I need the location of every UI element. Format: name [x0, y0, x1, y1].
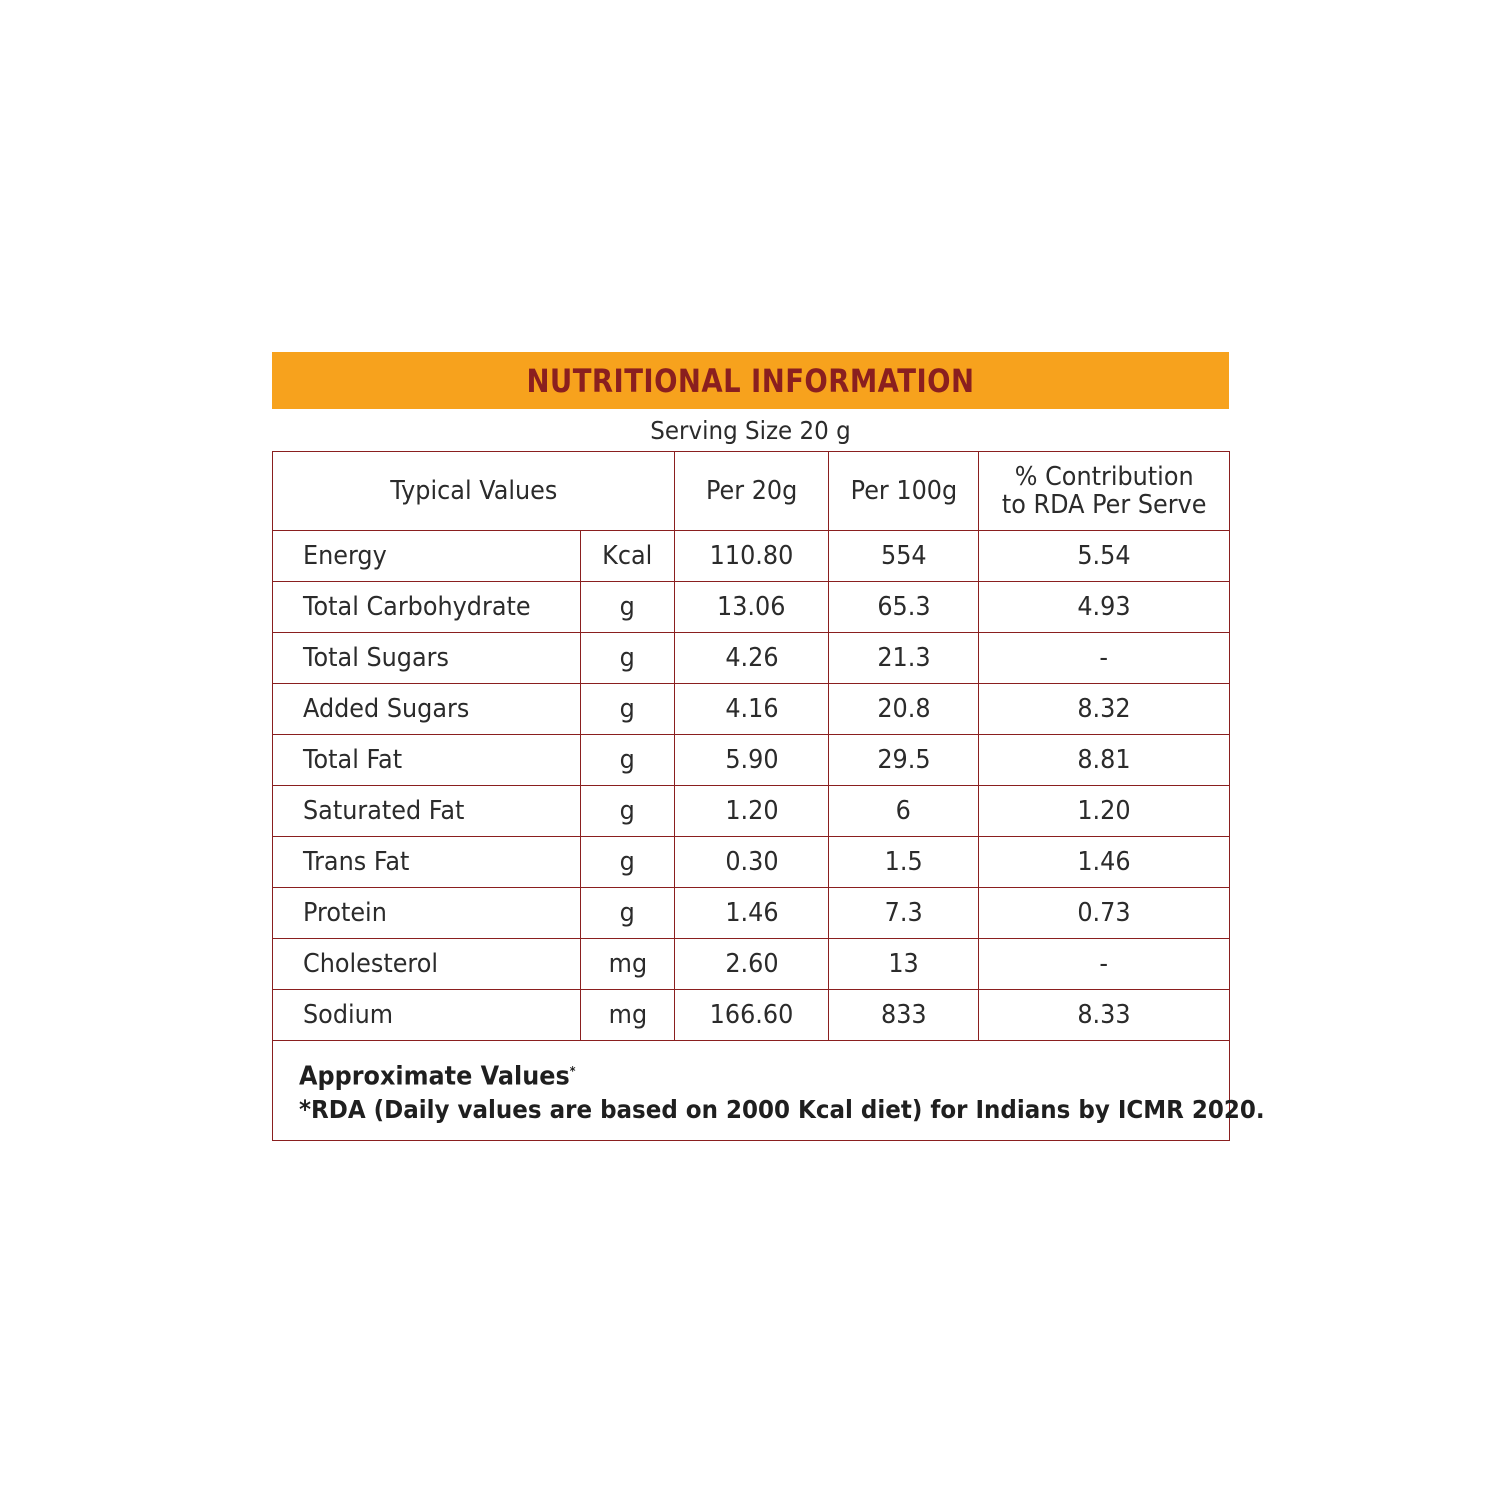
table-row	[273, 633, 1230, 684]
value-rda-contribution: -	[979, 939, 1230, 990]
value-per-100g: 554	[829, 531, 979, 582]
rda-footnote: *RDA (Daily values are based on 2000 Kcal diet) for Indians by ICMR 2020.	[299, 1095, 1265, 1125]
nutrient-name: Total Sugars	[273, 633, 581, 684]
table-row	[273, 888, 1230, 939]
value-per-20g: 110.80	[675, 531, 829, 582]
value-rda-contribution: -	[979, 633, 1230, 684]
value-per-100g: 29.5	[829, 735, 979, 786]
nutrient-unit: g	[581, 582, 675, 633]
value-rda-contribution: 8.32	[979, 684, 1230, 735]
footer-notes	[273, 1041, 1265, 1141]
value-per-20g: 166.60	[675, 990, 829, 1041]
nutrient-name: Total Carbohydrate	[273, 582, 581, 633]
value-rda-contribution: 1.46	[979, 837, 1230, 888]
value-per-100g: 6	[829, 786, 979, 837]
table-row	[273, 990, 1230, 1041]
header-per-100g: Per 100g	[829, 452, 979, 531]
value-per-20g: 4.16	[675, 684, 829, 735]
table-row	[273, 735, 1230, 786]
nutrition-panel	[272, 352, 1265, 1141]
table-row	[273, 786, 1230, 837]
nutrient-unit: g	[581, 684, 675, 735]
value-per-20g: 2.60	[675, 939, 829, 990]
nutrient-unit: g	[581, 633, 675, 684]
nutrient-unit: g	[581, 837, 675, 888]
value-per-20g: 1.20	[675, 786, 829, 837]
table-row	[273, 837, 1230, 888]
value-per-20g: 4.26	[675, 633, 829, 684]
value-per-20g: 0.30	[675, 837, 829, 888]
title-banner	[272, 352, 1229, 409]
header-per-20g: Per 20g	[675, 452, 829, 531]
value-rda-contribution: 8.81	[979, 735, 1230, 786]
value-per-100g: 20.8	[829, 684, 979, 735]
nutrient-name: Total Fat	[273, 735, 581, 786]
table-row	[273, 531, 1230, 582]
nutrient-name: Cholesterol	[273, 939, 581, 990]
nutrient-unit: mg	[581, 990, 675, 1041]
table-header-row	[273, 452, 1230, 531]
nutrient-unit: Kcal	[581, 531, 675, 582]
table-row	[273, 582, 1230, 633]
page-title: NUTRITIONAL INFORMATION	[526, 361, 975, 400]
nutrient-name: Trans Fat	[273, 837, 581, 888]
value-rda-contribution: 0.73	[979, 888, 1230, 939]
value-per-20g: 5.90	[675, 735, 829, 786]
footer-row	[273, 1041, 1230, 1141]
table-row	[273, 684, 1230, 735]
serving-size: Serving Size 20 g	[650, 415, 851, 445]
header-rda-contribution: % Contribution to RDA Per Serve	[979, 452, 1230, 531]
nutrient-unit: g	[581, 735, 675, 786]
value-per-20g: 1.46	[675, 888, 829, 939]
value-per-20g: 13.06	[675, 582, 829, 633]
value-rda-contribution: 5.54	[979, 531, 1230, 582]
nutrient-name: Added Sugars	[273, 684, 581, 735]
value-rda-contribution: 8.33	[979, 990, 1230, 1041]
value-per-100g: 833	[829, 990, 979, 1041]
approximate-values-note: Approximate Values*	[299, 1061, 576, 1092]
table-row	[273, 939, 1230, 990]
nutrient-name: Energy	[273, 531, 581, 582]
value-per-100g: 65.3	[829, 582, 979, 633]
value-per-100g: 21.3	[829, 633, 979, 684]
value-rda-contribution: 1.20	[979, 786, 1230, 837]
header-typical-values: Typical Values	[273, 452, 675, 531]
value-per-100g: 7.3	[829, 888, 979, 939]
value-per-100g: 1.5	[829, 837, 979, 888]
nutrition-table	[272, 451, 1265, 1141]
nutrient-name: Saturated Fat	[273, 786, 581, 837]
nutrient-unit: g	[581, 786, 675, 837]
nutrient-name: Protein	[273, 888, 581, 939]
nutrient-unit: mg	[581, 939, 675, 990]
value-rda-contribution: 4.93	[979, 582, 1230, 633]
nutrient-name: Sodium	[273, 990, 581, 1041]
value-per-100g: 13	[829, 939, 979, 990]
nutrient-unit: g	[581, 888, 675, 939]
